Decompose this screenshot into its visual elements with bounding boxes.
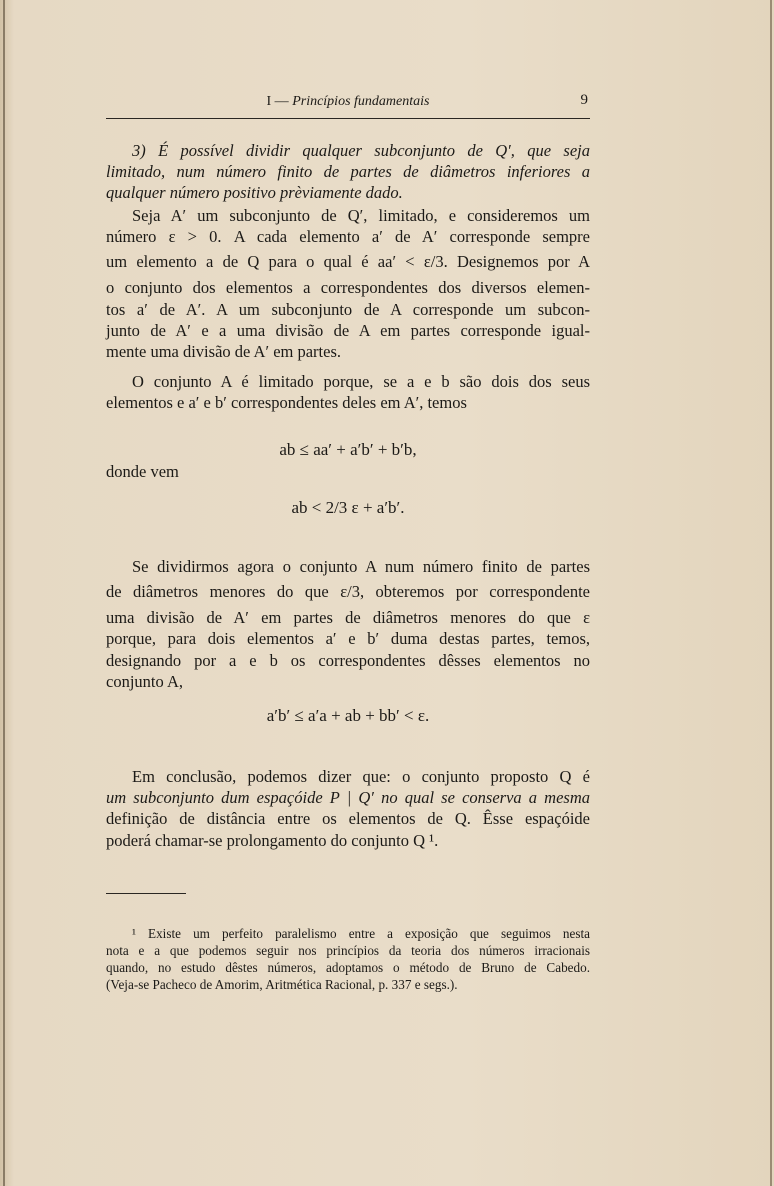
text-line: um elemento a de Q para o qual é aa′ < ε/3. Designemos por A <box>106 252 590 272</box>
text-line: Em conclusão, podemos dizer que: o conjunto proposto Q é <box>132 767 590 786</box>
page-edge-right <box>770 0 772 1186</box>
running-header <box>106 92 590 119</box>
text-line: conjunto A, <box>106 671 183 691</box>
text-line: Seja A′ um subconjunto de Q′, limitado, e consideremos um <box>132 206 590 225</box>
proof-paragraph-2 <box>106 371 590 413</box>
footnote-line: ¹ Existe um perfeito paralelismo entre a exposição que seguimos nesta <box>132 926 590 941</box>
formula-triangle-inequality: ab ≤ aa′ + a′b′ + b′b, <box>279 440 417 459</box>
page-number: 9 <box>580 92 588 108</box>
conclusion-paragraph <box>106 766 590 851</box>
text-line: número ε > 0. A cada elemento a′ de A′ corresponde sempre <box>106 227 590 247</box>
footnote-line: (Veja-se Pacheco de Amorim, Aritmética Racional, p. 337 e segs.). <box>106 977 458 992</box>
donde-vem-text: donde vem <box>106 462 179 481</box>
proof-paragraph-3 <box>106 556 590 692</box>
text-line: 3) É possível dividir qualquer subconjunto de Q′, que seja <box>132 141 590 160</box>
text-line: junto de A′ e a uma divisão de A em partes corresponde igual- <box>106 320 590 340</box>
formula-bound: ab < 2/3 ε + a′b′. <box>291 498 405 517</box>
text-line: uma divisão de A′ em partes de diâmetros menores do que ε <box>106 608 590 628</box>
text-line: porque, para dois elementos a′ e b′ duma destas partes, temos, <box>106 629 590 649</box>
footnote-line: quando, no estudo dêstes números, adoptamos o método de Bruno de Cabedo. <box>106 960 590 975</box>
text-line: designando por a e b os correspondentes dêsses elementos no <box>106 650 590 670</box>
formula-diameter: a′b′ ≤ a′a + ab + bb′ < ε. <box>266 706 430 725</box>
text-line: Se dividirmos agora o conjunto A num número finito de partes <box>132 557 590 576</box>
text-line: qualquer número positivo prèviamente dado. <box>106 183 403 203</box>
text-line: elementos e a′ e b′ correspondentes deles em A′, temos <box>106 393 467 413</box>
text-line: O conjunto A é limitado porque, se a e b são dois dos seus <box>132 372 590 391</box>
text-line: limitado, num número finito de partes de diâmetros inferiores a <box>106 162 590 182</box>
page-edge-left <box>3 0 5 1186</box>
proof-paragraph-1 <box>106 205 590 362</box>
text-line: mente uma divisão de A′ em partes. <box>106 342 342 362</box>
header-title: I — Princípios fundamentais <box>266 94 430 109</box>
theorem-statement <box>106 140 590 204</box>
text-line: definição de distância entre os elementos de Q. Êsse espaçóide <box>106 809 590 829</box>
text-line: poderá chamar-se prolongamento do conjunto Q ¹. <box>106 830 439 850</box>
text-line: tos a′ de A′. A um subconjunto de A corresponde um subcon- <box>106 299 590 319</box>
text-line: de diâmetros menores do que ε/3, obteremos por correspondente <box>106 582 590 602</box>
footnote-line: nota e a que podemos seguir nos princípios da teoria dos números irracionais <box>106 943 590 958</box>
text-line: o conjunto dos elementos a correspondentes dos diversos elemen- <box>106 278 590 298</box>
footnote-rule <box>106 893 186 894</box>
text-line: um subconjunto dum espaçóide P | Q′ no qual se conserva a mesma <box>106 788 590 808</box>
footnote <box>106 925 590 993</box>
